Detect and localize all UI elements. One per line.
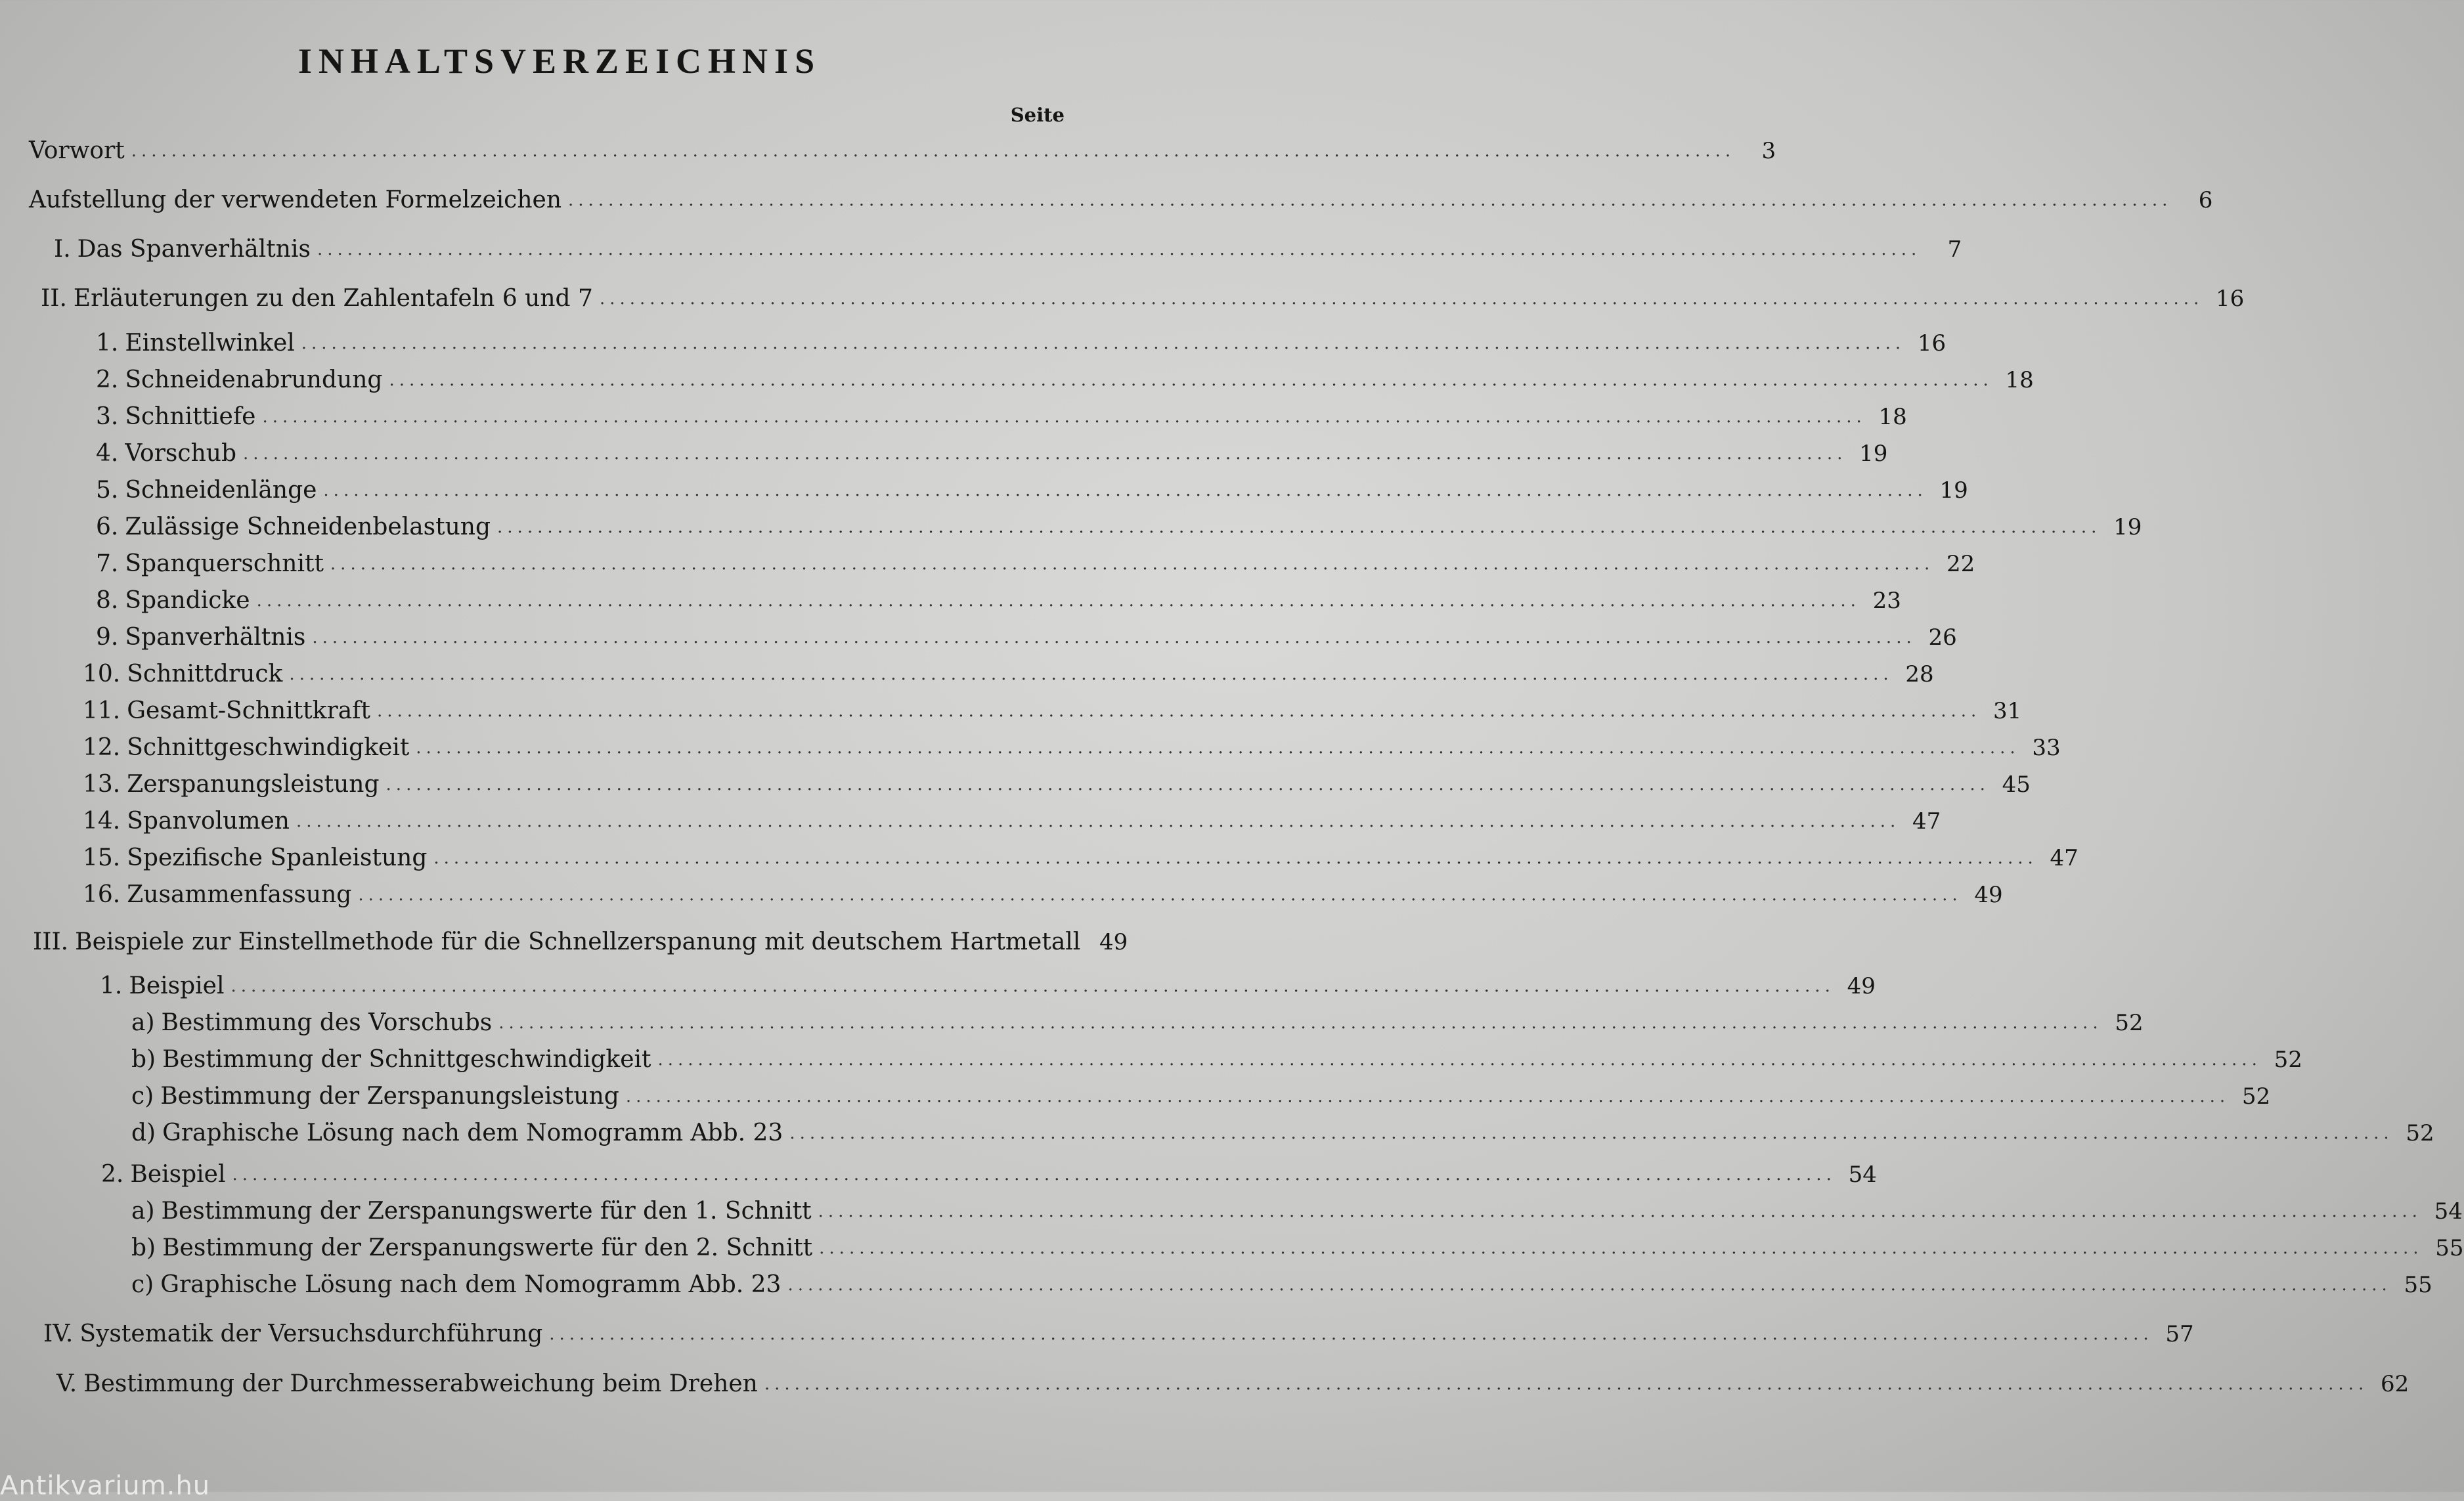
toc-entry-number: I.	[54, 236, 71, 263]
toc-dot-leader: ................................................................................................................................................................	[416, 738, 2020, 758]
toc-entry-title: Bestimmung der Zerspanungswerte für den 1. Schnitt	[161, 1198, 812, 1225]
toc-entry	[131, 1043, 2302, 1076]
toc-entry-page: 18	[2005, 367, 2034, 393]
toc-entry-page: 62	[2380, 1371, 2409, 1397]
toc-entry-page: 54	[2434, 1198, 2463, 1225]
toc-entry	[29, 184, 2213, 217]
toc-entry	[83, 842, 2079, 875]
toc-entry-number: 3.	[96, 403, 119, 430]
toc-entry-page: 49	[1099, 929, 1128, 955]
toc-entry-title: Beispiel	[130, 1161, 226, 1188]
toc-entry-page: 22	[1947, 551, 1975, 577]
toc-entry-page: 45	[2002, 772, 2031, 798]
toc-entry-title: Beispiel	[129, 972, 225, 999]
toc-dot-leader: ................................................................................................................................................................	[312, 628, 1916, 647]
toc-dot-leader: ................................................................................................................................................................	[243, 444, 1847, 464]
toc-entry-number: a)	[131, 1198, 155, 1225]
toc-entry-title: Das Spanverhältnis	[77, 236, 311, 263]
toc-dot-leader: ................................................................................................................................................................	[497, 517, 2101, 537]
toc-entry-title: Schnittdruck	[127, 661, 283, 687]
toc-entry	[96, 621, 1957, 654]
toc-dot-leader: ................................................................................................................................................................	[323, 481, 1927, 500]
toc-entry	[96, 437, 1888, 470]
page-title: INHALTSVERZEICHNIS	[297, 41, 822, 81]
toc-entry-page: 57	[2165, 1321, 2194, 1347]
toc-entry-page: 49	[1974, 882, 2003, 908]
toc-entry-title: Spanvolumen	[127, 808, 290, 835]
toc-entry	[131, 1195, 2463, 1228]
toc-entry-title: Beispiele zur Einstellmethode für die Schnellzerspanung mit deutschem Hartmetall	[75, 928, 1081, 955]
toc-dot-leader: ................................................................................................................................................................	[262, 407, 1866, 427]
toc-entry-page: 52	[2241, 1083, 2271, 1110]
toc-entry-title: Bestimmung der Zerspanungsleistung	[160, 1083, 619, 1110]
page-column-label: Seite	[1010, 104, 1065, 126]
toc-entry	[131, 1080, 2271, 1113]
toc-dot-leader: ................................................................................................................................................................	[568, 190, 2172, 210]
toc-dot-leader: ................................................................................................................................................................	[433, 848, 2038, 868]
toc-dot-leader: ................................................................................................................................................................	[389, 370, 1993, 390]
toc-entry	[56, 1368, 2409, 1401]
toc-dot-leader: ................................................................................................................................................................	[296, 812, 1901, 831]
toc-entry-number: 15.	[83, 844, 121, 871]
toc-entry-title: Schneidenabrundung	[125, 366, 383, 393]
toc-entry	[83, 805, 1941, 838]
toc-entry-number: V.	[56, 1370, 77, 1397]
toc-entry	[96, 364, 2034, 397]
toc-entry-number: b)	[131, 1234, 156, 1261]
toc-entry	[29, 135, 1776, 167]
toc-entry-number: a)	[131, 1009, 155, 1036]
toc-dot-leader: ................................................................................................................................................................	[385, 775, 1990, 794]
toc-entry	[131, 1232, 2464, 1265]
toc-entry-title: Gesamt-Schnittkraft	[127, 697, 370, 724]
toc-entry-title: Aufstellung der verwendeten Formelzeichen	[29, 186, 562, 213]
toc-entry-page: 28	[1905, 661, 1934, 687]
toc-dot-leader: ................................................................................................................................................................	[599, 289, 2204, 309]
toc-entry-page: 47	[1912, 808, 1941, 835]
toc-entry-number: b)	[131, 1046, 156, 1073]
toc-dot-leader: ................................................................................................................................................................	[498, 1013, 2103, 1033]
toc-entry	[83, 731, 2061, 764]
toc-entry-title: Bestimmung der Durchmesserabweichung beim Drehen	[83, 1370, 758, 1397]
toc-dot-leader: ................................................................................................................................................................	[787, 1275, 2392, 1295]
toc-entry-number: II.	[41, 285, 67, 312]
toc-entry-page: 52	[2274, 1047, 2302, 1073]
toc-entry-page: 26	[1928, 624, 1957, 651]
toc-entry-title: Schneidenlänge	[125, 477, 317, 504]
toc-entry	[101, 1158, 1877, 1191]
toc-entry-title: Einstellwinkel	[125, 330, 295, 357]
toc-entry-number: 9.	[96, 624, 119, 651]
toc-entry-page: 55	[2404, 1272, 2432, 1298]
toc-entry-number: 12.	[83, 734, 121, 761]
toc-entry-title: Bestimmung des Vorschubs	[161, 1009, 493, 1036]
toc-dot-leader: ................................................................................................................................................................	[232, 1165, 1836, 1185]
toc-entry-page: 19	[2113, 514, 2142, 540]
toc-entry	[83, 695, 2022, 728]
toc-entry-title: Spezifische Spanleistung	[127, 844, 428, 871]
toc-dot-leader: ................................................................................................................................................................	[330, 554, 1935, 574]
toc-entry-number: 8.	[96, 587, 119, 614]
toc-dot-leader: ................................................................................................................................................................	[256, 591, 1860, 611]
toc-entry	[131, 1269, 2432, 1301]
toc-entry-page: 3	[1761, 138, 1776, 164]
toc-entry	[41, 282, 2245, 315]
toc-entry-title: Graphische Lösung nach dem Nomogramm Abb. 23	[162, 1120, 783, 1146]
toc-entry-title: Schnittgeschwindigkeit	[127, 734, 410, 761]
toc-entry-page: 49	[1847, 973, 1876, 999]
toc-entry	[131, 1117, 2434, 1150]
toc-entry-title: Vorschub	[125, 440, 236, 467]
toc-entry-number: c)	[131, 1271, 154, 1298]
toc-entry-number: 2.	[101, 1161, 124, 1188]
toc-entry-number: 1.	[100, 972, 123, 999]
toc-entry	[83, 658, 1934, 691]
toc-entry-page: 16	[1917, 330, 1947, 357]
toc-entry-page: 55	[2435, 1235, 2464, 1261]
toc-entry-number: c)	[131, 1083, 154, 1110]
toc-dot-leader: ................................................................................................................................................................	[657, 1050, 2262, 1070]
toc-entry-title: Zerspanungsleistung	[127, 771, 380, 798]
toc-entry-number: 4.	[96, 440, 119, 467]
toc-entry	[96, 474, 1968, 507]
toc-dot-leader: ................................................................................................................................................................	[376, 701, 1981, 721]
toc-entry-number: 14.	[83, 808, 121, 835]
toc-entry-number: 2.	[96, 366, 119, 393]
toc-entry-page: 16	[2216, 286, 2245, 312]
toc-dot-leader: ................................................................................................................................................................	[289, 664, 1893, 684]
toc-entry-title: Zulässige Schneidenbelastung	[125, 513, 491, 540]
toc-dot-leader: ................................................................................................................................................................	[358, 885, 1962, 905]
toc-entry-title: Bestimmung der Schnittgeschwindigkeit	[162, 1046, 651, 1073]
toc-entry-title: Spanverhältnis	[125, 624, 306, 651]
toc-dot-leader: ................................................................................................................................................................	[549, 1324, 2153, 1344]
toc-entry-number: III.	[33, 928, 69, 955]
toc-entry	[54, 233, 1962, 266]
toc-entry	[83, 879, 2003, 911]
toc-entry-number: d)	[131, 1120, 156, 1146]
toc-entry-page: 6	[2198, 187, 2213, 213]
toc-dot-leader: ................................................................................................................................................................	[301, 334, 1906, 353]
toc-dot-leader: ................................................................................................................................................................	[764, 1374, 2369, 1394]
toc-entry	[96, 548, 1975, 580]
toc-entry-title: Schnittiefe	[125, 403, 256, 430]
toc-entry-title: Systematik der Versuchsdurchführung	[79, 1320, 543, 1347]
toc-entry-number: 11.	[83, 697, 121, 724]
toc-dot-leader: ................................................................................................................................................................	[131, 141, 1736, 161]
toc-entry	[96, 401, 1907, 433]
toc-entry-number: IV.	[43, 1320, 74, 1347]
toc-entry-number: 10.	[83, 661, 121, 687]
watermark: Antikvarium.hu	[0, 1471, 211, 1501]
toc-entry	[33, 926, 1128, 959]
toc-entry-number: 1.	[96, 330, 119, 357]
toc-entry-title: Vorwort	[29, 137, 125, 164]
toc-entry-page: 19	[1939, 477, 1968, 504]
toc-entry-title: Spandicke	[125, 587, 250, 614]
toc-entry-page: 18	[1878, 404, 1907, 430]
toc-entry	[131, 1007, 2144, 1039]
toc-dot-leader: ................................................................................................................................................................	[317, 240, 1922, 259]
toc-entry-page: 47	[2050, 845, 2079, 871]
toc-entry-title: Bestimmung der Zerspanungswerte für den 2. Schnitt	[162, 1234, 813, 1261]
toc-entry-page: 7	[1947, 236, 1962, 263]
toc-entry	[100, 970, 1876, 1003]
toc-entry-number: 16.	[83, 881, 121, 908]
toc-entry-page: 31	[1993, 698, 2022, 724]
toc-dot-leader: ................................................................................................................................................................	[819, 1238, 2423, 1258]
toc-entry-page: 23	[1872, 588, 1901, 614]
toc-dot-leader: ................................................................................................................................................................	[625, 1087, 2230, 1106]
toc-entry-page: 52	[2406, 1120, 2434, 1146]
toc-entry-title: Graphische Lösung nach dem Nomogramm Abb. 23	[160, 1271, 781, 1298]
toc-entry-title: Spanquerschnitt	[125, 550, 324, 577]
toc-entry-page: 33	[2032, 735, 2061, 761]
toc-entry-page: 19	[1859, 441, 1888, 467]
toc-entry	[96, 327, 1947, 360]
toc-entry	[96, 584, 1901, 617]
toc-entry	[96, 511, 2142, 544]
toc-entry-number: 13.	[83, 771, 121, 798]
toc-entry-page: 52	[2115, 1010, 2144, 1036]
toc-entry-title: Erläuterungen zu den Zahlentafeln 6 und 7	[73, 285, 593, 312]
toc-dot-leader: ................................................................................................................................................................	[818, 1202, 2422, 1221]
toc-entry-page: 54	[1848, 1162, 1877, 1188]
toc-entry	[83, 768, 2031, 801]
toc-dot-leader: ................................................................................................................................................................	[789, 1123, 2394, 1143]
toc-entry-number: 7.	[96, 550, 119, 577]
toc-entry-number: 5.	[96, 477, 119, 504]
toc-entry-number: 6.	[96, 513, 119, 540]
toc-dot-leader: ................................................................................................................................................................	[231, 976, 1835, 996]
toc-entry	[43, 1318, 2194, 1351]
toc-entry-title: Zusammenfassung	[127, 881, 352, 908]
